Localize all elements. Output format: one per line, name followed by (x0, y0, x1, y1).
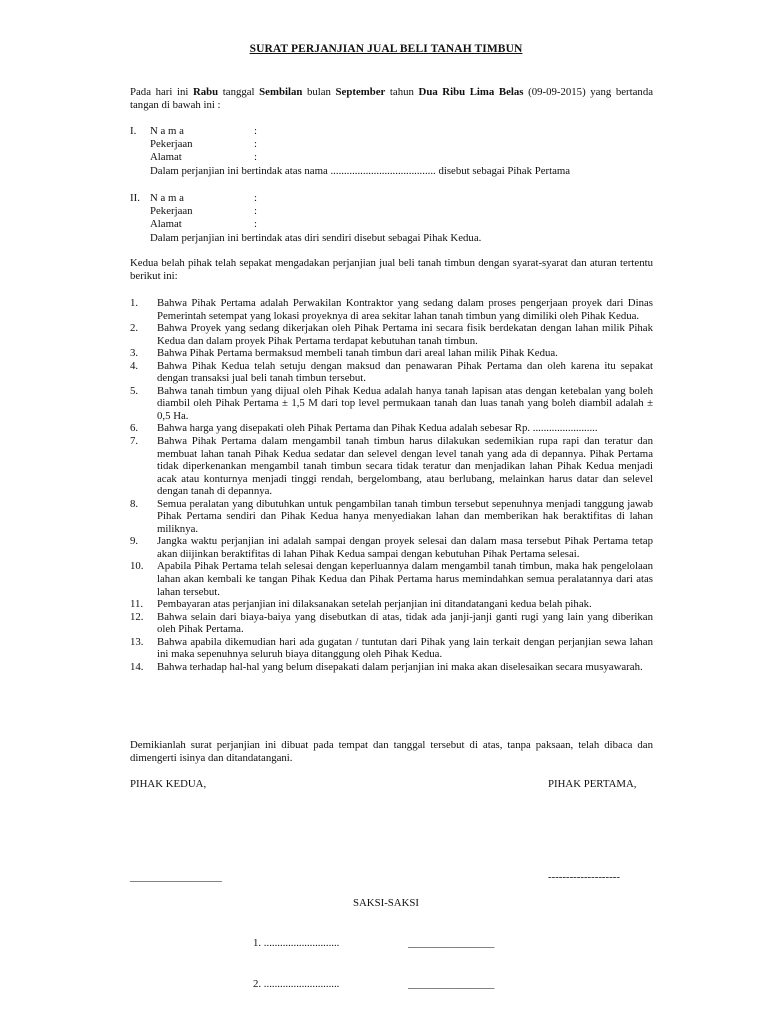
clause-item: 3. Bahwa Pihak Pertama bermaksud membeli tanah timbun dari areal lahan milik Pihak Kedua. (130, 347, 558, 360)
party-one-signature-line: -------------------- (548, 871, 620, 883)
document-page: SURAT PERJANJIAN JUAL BELI TANAH TIMBUN Pada hari ini Rabu tanggal Sembilan bulan September tahun Dua Ribu Lima Belas (09-09-2015) yang bertanda tangan di bawah ini : I. N a m a : Pekerjaan : Alamat : Dalam perjanjian ini bertindak atas nama ....................................... disebut sebagai Pihak Pertama II. N a m a : Pekerjaan : Alamat : Dalam perjanjian ini bertindak atas diri sendiri disebut sebagai Pihak Kedua. Kedua belah pihak telah sepakat mengadakan perjanjian jual beli tanah timbun dengan syarat-syarat dan aturan tertentu berikut ini: 1. Bahwa Pihak Pertama adalah Perwakilan Kontraktor yang sedang dalam proses pengerjaan proyek dari Dinas Pemerintah setempat yang lokasi proyeknya di area sekitar lahan tanah timbun yang dimiliki oleh Pihak Kedua. 2. Bahwa Proyek yang sedang dikerjakan oleh Pihak Pertama ini secara fisik berdekatan dengan lahan milik Pihak Kedua dan dalam proyek Pihak Pertama terdapat kebutuhan tanah timbun. 3. Bahwa Pihak Pertama bermaksud membeli tanah timbun dari areal lahan milik Pihak Kedua. 4. Bahwa Pihak Kedua telah setuju dengan maksud dan penawaran Pihak Pertama dan oleh karena itu sepakat dengan transaksi jual beli tanah timbun tersebut. 5. Bahwa tanah timbun yang dijual oleh Pihak Kedua adalah hanya tanah lapisan atas dengan ketebalan yang boleh diambil oleh Pihak Pertama ± 1,5 M dari top level permukaan tanah dan luas tanah yang boleh diambil adalah ± 0,5 Ha. 6. Bahwa harga yang disepakati oleh Pihak Pertama dan Pihak Kedua adalah sebesar Rp. ........................ 7. Bahwa Pihak Pertama dalam mengambil tanah timbun harus dilakukan sedemikian rupa rapi dan teratur dan membuat lahan tanah Pihak Kedua sedatar dan selevel dengan level tanah yang ada di depannya. Pihak Pertama tidak diperkenankan mengambil tanah timbun secara tidak teratur dan menjadikan lahan Pihak Kedua menjadi acak atau konturnya menjadi tinggi rendah, bergelombang, atau berlubang, melainkan harus datar dan selevel dengan tanah di depannya. 8. Semua peralatan yang dibutuhkan untuk pengambilan tanah timbun tersebut sepenuhnya menjadi tanggung jawab Pihak Pertama sendiri dan Pihak Kedua hanya menyediakan lahan dan memberikan hak beraktifitas di lahan miliknya. 9. Jangka waktu perjanjian ini adalah sampai dengan proyek selesai dan dalam masa tersebut Pihak Pertama tetap akan diijinkan beraktifitas di lahan Pihak Kedua sampai dengan kebutuhan Pihak Pertama selesai. 10. Apabila Pihak Pertama telah selesai dengan keperluannya dalam mengambil tanah timbun, maka hak pengelolaan lahan akan kembali ke tangan Pihak Kedua dan Pihak Pertama harus memindahkan semua peralatannya dari atas lahan tersebut. 11. Pembayaran atas perjanjian ini dilaksanakan setelah perjanjian ini ditandatangani kedua belah pihak. 12. Bahwa selain dari biaya-baiya yang disebutkan di atas, tidak ada janji-janji ganti rugi yang lain yang diberikan oleh Pihak Pertama. 13. Bahwa apabila dikemudian hari ada gugatan / tuntutan dari Pihak yang lain terkait dengan perjanjian sewa lahan ini maka sepenuhnya seluruh biaya ditanggung oleh Pihak Kedua. 14. Bahwa terhadap hal-hal yang belum disepakati dalam perjanjian ini maka akan diselesaikan secara musyawarah. Demikianlah surat perjanjian ini dibuat pada tempat dan tanggal tersebut di atas, tanpa paksaan, telah dibaca dan dimengerti isinya dan ditandatangani. PIHAK KEDUA, PIHAK PERTAMA, _________________ -------------------- SAKSI-SAKSI 1. ............................ ________________ 2. ............................ ________________ (0, 0, 772, 1028)
clause-item: 1. Bahwa Pihak Pertama adalah Perwakilan Kontraktor yang sedang dalam proses pengerjaan proyek dari Dinas Pemerintah setempat yang lokasi proyeknya di area sekitar lahan tanah timbun yang dimiliki oleh Pihak Kedua. (130, 297, 653, 322)
clause-item: 7. Bahwa Pihak Pertama dalam mengambil tanah timbun harus dilakukan sedemikian rupa rapi dan teratur dan membuat lahan tanah Pihak Kedua sedatar dan selevel dengan level tanah yang ada di depannya. Pihak Pertama tidak diperkenankan mengambil tanah timbun secara tidak teratur dan menjadikan lahan Pihak Kedua menjadi acak atau konturnya menjadi tinggi rendah, bergelombang, atau berlubang, melainkan harus datar dan selevel dengan tanah di depannya. (130, 435, 653, 498)
witness-one-signature-line: ________________ (408, 937, 495, 949)
clause-item: 8. Semua peralatan yang dibutuhkan untuk pengambilan tanah timbun tersebut sepenuhnya menjadi tanggung jawab Pihak Pertama sendiri dan Pihak Kedua hanya menyediakan lahan dan memberikan hak beraktifitas di lahan miliknya. (130, 497, 653, 535)
intro-paragraph: Kedua belah pihak telah sepakat mengadakan perjanjian jual beli tanah timbun dengan syarat-syarat dan aturan tertentu berikut ini: (130, 257, 653, 282)
witness-two-signature-line: ________________ (408, 978, 495, 990)
opening-paragraph: Pada hari ini Rabu tanggal Sembilan bulan September tahun Dua Ribu Lima Belas (09-09-2015) yang bertanda tangan di bawah ini : (130, 86, 654, 111)
clause-item: 14. Bahwa terhadap hal-hal yang belum disepakati dalam perjanjian ini maka akan diselesaikan secara musyawarah. (130, 660, 643, 673)
party-two-statement: Dalam perjanjian ini bertindak atas diri sendiri disebut sebagai Pihak Kedua. (150, 231, 482, 244)
party-two-signature-label: PIHAK KEDUA, (130, 778, 207, 790)
clause-item: 4. Bahwa Pihak Kedua telah setuju dengan maksud dan penawaran Pihak Pertama dan oleh karena itu sepakat dengan transaksi jual beli tanah timbun tersebut. (130, 359, 653, 385)
clause-item: 6. Bahwa harga yang disepakati oleh Pihak Pertama dan Pihak Kedua adalah sebesar Rp. ........................ (130, 422, 598, 435)
party-one-name-label: N a m a (150, 125, 184, 137)
clause-item: 11. Pembayaran atas perjanjian ini dilaksanakan setelah perjanjian ini ditandatangani kedua belah pihak. (130, 598, 592, 611)
clause-list (130, 297, 653, 673)
party-two-number: II. (130, 192, 140, 204)
party-one-job-label: Pekerjaan (150, 138, 193, 151)
party-one-address-label: Alamat (150, 151, 182, 164)
day: Rabu (192, 86, 219, 98)
party-two-job-label: Pekerjaan (150, 205, 193, 218)
clause-item: 9. Jangka waktu perjanjian ini adalah sampai dengan proyek selesai dan dalam masa tersebut Pihak Pertama tetap akan diijinkan beraktifitas di lahan Pihak Kedua sampai dengan kebutuhan Pihak Pertama selesai. (130, 535, 653, 560)
clause-item: 13. Bahwa apabila dikemudian hari ada gugatan / tuntutan dari Pihak yang lain terkait dengan perjanjian sewa lahan ini maka sepenuhnya seluruh biaya ditanggung oleh Pihak Kedua. (130, 635, 653, 661)
witness-two-name: 2. ............................ (253, 978, 340, 990)
clause-item: 2. Bahwa Proyek yang sedang dikerjakan oleh Pihak Pertama ini secara fisik berdekatan dengan lahan milik Pihak Kedua dan dalam proyek Pihak Pertama terdapat kebutuhan tanah timbun. (130, 322, 653, 347)
clause-item: 10. Apabila Pihak Pertama telah selesai dengan keperluannya dalam mengambil tanah timbun, maka hak pengelolaan lahan akan kembali ke tangan Pihak Kedua dan Pihak Pertama harus memindahkan semua peralatannya dari atas lahan tersebut. (130, 560, 653, 598)
party-one-statement: Dalam perjanjian ini bertindak atas nama ....................................... disebut sebagai Pihak Pertama (150, 164, 571, 177)
party-two-address-label: Alamat (150, 218, 182, 231)
document-title: SURAT PERJANJIAN JUAL BELI TANAH TIMBUN (249, 43, 523, 55)
witnesses-title: SAKSI-SAKSI (353, 897, 419, 909)
year-word: Dua Ribu Lima Belas (418, 86, 524, 98)
date-word: Sembilan (259, 86, 303, 98)
party-two-signature-line: _________________ (130, 871, 222, 883)
clause-item: 5. Bahwa tanah timbun yang dijual oleh Pihak Kedua adalah hanya tanah lapisan atas dengan ketebalan yang boleh diambil oleh Pihak Pertama ± 1,5 M dari top level permukaan tanah dan luas tanah yang boleh diambil adalah ± 0,5 Ha. (130, 384, 653, 422)
witness-one-name: 1. ............................ (253, 937, 340, 949)
party-one-number: I. (130, 125, 137, 137)
month: September (335, 86, 386, 98)
clause-item: 12. Bahwa selain dari biaya-baiya yang disebutkan di atas, tidak ada janji-janji ganti rugi yang lain yang diberikan oleh Pihak Pertama. (130, 610, 653, 636)
closing-paragraph: Demikianlah surat perjanjian ini dibuat pada tempat dan tanggal tersebut di atas, tanpa paksaan, telah dibaca dan dimengerti isinya dan ditandatangani. (130, 739, 653, 764)
party-two-name-label: N a m a (150, 192, 184, 204)
party-one-signature-label: PIHAK PERTAMA, (548, 778, 637, 790)
